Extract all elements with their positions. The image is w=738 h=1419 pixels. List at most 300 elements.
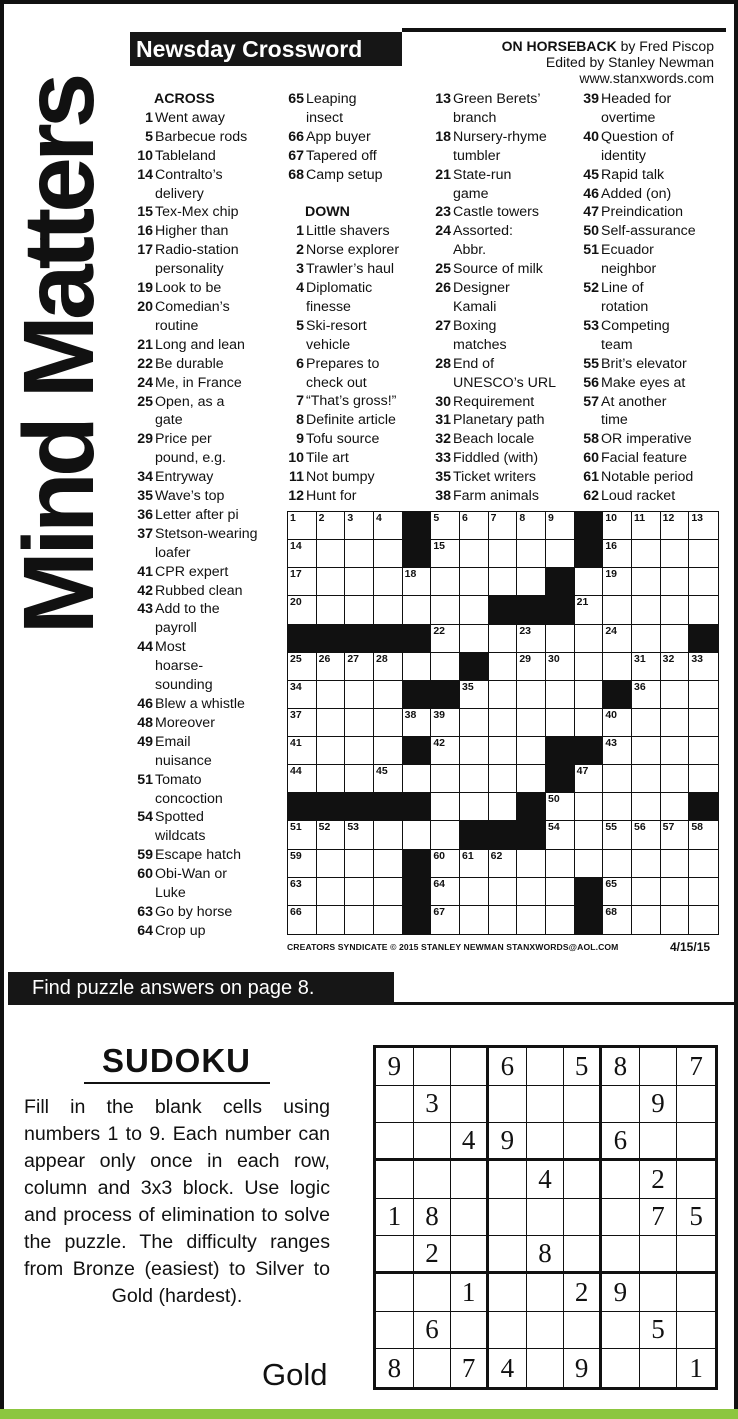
grid-cell[interactable] xyxy=(661,878,690,906)
grid-cell[interactable] xyxy=(575,793,604,821)
grid-cell[interactable] xyxy=(603,765,632,793)
sudoku-empty-cell[interactable] xyxy=(414,1349,452,1387)
grid-cell[interactable] xyxy=(317,821,346,849)
grid-cell[interactable] xyxy=(288,568,317,596)
grid-cell[interactable] xyxy=(374,512,403,540)
clue-number xyxy=(283,298,304,317)
grid-cell[interactable] xyxy=(403,653,432,681)
grid-cell[interactable] xyxy=(317,540,346,568)
grid-cell[interactable] xyxy=(546,512,575,540)
grid-cell[interactable] xyxy=(689,821,718,849)
grid-cell[interactable] xyxy=(546,850,575,878)
grid-cell[interactable] xyxy=(632,878,661,906)
sudoku-empty-cell[interactable] xyxy=(376,1312,414,1350)
grid-cell[interactable] xyxy=(517,765,546,793)
grid-cell[interactable] xyxy=(403,765,432,793)
sudoku-empty-cell[interactable] xyxy=(414,1048,452,1086)
clue-line xyxy=(132,222,280,241)
grid-cell[interactable] xyxy=(345,765,374,793)
sudoku-empty-cell[interactable] xyxy=(451,1086,489,1124)
grid-cell[interactable] xyxy=(345,737,374,765)
sudoku-given-cell: 1 xyxy=(689,1352,703,1383)
sudoku-empty-cell[interactable] xyxy=(602,1236,640,1274)
grid-cell[interactable] xyxy=(689,681,718,709)
grid-cell[interactable] xyxy=(575,625,604,653)
grid-cell[interactable] xyxy=(632,765,661,793)
cell-number: 24 xyxy=(605,624,618,637)
grid-cell[interactable] xyxy=(546,653,575,681)
clue-text: finesse xyxy=(306,298,351,315)
grid-cell[interactable] xyxy=(317,681,346,709)
grid-cell[interactable] xyxy=(317,568,346,596)
sudoku-given-cell: 3 xyxy=(414,1086,452,1124)
grid-cell[interactable] xyxy=(689,906,718,934)
grid-cell[interactable] xyxy=(489,737,518,765)
clue-text: vehicle xyxy=(306,336,351,353)
clue-number: 12 xyxy=(288,488,304,505)
grid-cell[interactable] xyxy=(345,850,374,878)
grid-cell[interactable] xyxy=(603,737,632,765)
sudoku-empty-cell[interactable] xyxy=(564,1199,602,1237)
grid-cell[interactable] xyxy=(431,512,460,540)
grid-cell[interactable] xyxy=(689,765,718,793)
grid-cell[interactable] xyxy=(575,568,604,596)
cell-number: 68 xyxy=(605,905,618,918)
grid-cell[interactable] xyxy=(288,850,317,878)
grid-cell[interactable] xyxy=(431,737,460,765)
clue-line xyxy=(283,279,429,298)
grid-cell[interactable] xyxy=(603,821,632,849)
website-link[interactable]: www.stanxwords.com xyxy=(579,70,714,86)
sudoku-empty-cell[interactable] xyxy=(640,1123,678,1161)
grid-cell[interactable] xyxy=(489,625,518,653)
grid-cell[interactable] xyxy=(546,821,575,849)
grid-cell[interactable] xyxy=(632,850,661,878)
grid-cell[interactable] xyxy=(575,709,604,737)
sudoku-empty-cell[interactable] xyxy=(564,1312,602,1350)
grid-cell[interactable] xyxy=(288,512,317,540)
clue-text: Price per xyxy=(155,431,212,448)
grid-cell[interactable] xyxy=(603,709,632,737)
grid-cell[interactable] xyxy=(489,512,518,540)
sudoku-empty-cell[interactable] xyxy=(527,1312,565,1350)
grid-cell[interactable] xyxy=(517,850,546,878)
grid-cell[interactable] xyxy=(489,765,518,793)
grid-cell[interactable] xyxy=(517,878,546,906)
grid-cell[interactable] xyxy=(489,793,518,821)
grid-cell[interactable] xyxy=(632,709,661,737)
sudoku-empty-cell[interactable] xyxy=(451,1312,489,1350)
grid-cell[interactable] xyxy=(689,878,718,906)
grid-cell[interactable] xyxy=(575,681,604,709)
grid-cell[interactable] xyxy=(288,653,317,681)
grid-cell[interactable] xyxy=(575,596,604,624)
sudoku-empty-cell[interactable] xyxy=(376,1086,414,1124)
grid-cell[interactable] xyxy=(661,653,690,681)
grid-cell[interactable] xyxy=(575,850,604,878)
grid-cell[interactable] xyxy=(431,793,460,821)
grid-cell[interactable] xyxy=(603,540,632,568)
grid-cell[interactable] xyxy=(661,512,690,540)
sudoku-empty-cell[interactable] xyxy=(489,1086,527,1124)
cell-number: 21 xyxy=(576,596,589,609)
grid-cell[interactable] xyxy=(374,765,403,793)
grid-cell[interactable] xyxy=(517,737,546,765)
grid-cell[interactable] xyxy=(575,765,604,793)
sudoku-empty-cell[interactable] xyxy=(677,1123,715,1161)
grid-cell[interactable] xyxy=(431,596,460,624)
grid-cell[interactable] xyxy=(546,709,575,737)
grid-cell[interactable] xyxy=(632,512,661,540)
grid-cell[interactable] xyxy=(546,681,575,709)
grid-cell[interactable] xyxy=(689,540,718,568)
grid-cell[interactable] xyxy=(345,596,374,624)
grid-cell[interactable] xyxy=(603,906,632,934)
sudoku-empty-cell[interactable] xyxy=(527,1048,565,1086)
grid-cell[interactable] xyxy=(288,540,317,568)
grid-cell[interactable] xyxy=(288,878,317,906)
grid-cell[interactable] xyxy=(345,568,374,596)
grid-cell[interactable] xyxy=(689,568,718,596)
clue-number: 1 xyxy=(145,109,153,126)
grid-cell[interactable] xyxy=(460,540,489,568)
sudoku-empty-cell[interactable] xyxy=(489,1199,527,1237)
sudoku-empty-cell[interactable] xyxy=(489,1236,527,1274)
grid-cell[interactable] xyxy=(460,512,489,540)
grid-cell[interactable] xyxy=(431,850,460,878)
grid-cell[interactable] xyxy=(632,737,661,765)
sudoku-empty-cell[interactable] xyxy=(640,1048,678,1086)
grid-cell[interactable] xyxy=(632,681,661,709)
sudoku-given-cell: 8 xyxy=(602,1048,640,1086)
grid-cell[interactable] xyxy=(689,512,718,540)
grid-cell[interactable] xyxy=(489,709,518,737)
grid-cell[interactable] xyxy=(317,653,346,681)
grid-cell[interactable] xyxy=(603,878,632,906)
grid-cell[interactable] xyxy=(374,568,403,596)
grid-cell[interactable] xyxy=(632,540,661,568)
grid-cell[interactable] xyxy=(632,568,661,596)
grid-cell[interactable] xyxy=(632,793,661,821)
grid-cell[interactable] xyxy=(403,709,432,737)
cell-number: 1 xyxy=(290,512,296,524)
grid-cell[interactable] xyxy=(288,765,317,793)
sudoku-given-cell: 2 xyxy=(414,1236,452,1274)
clue-line xyxy=(283,355,429,374)
sudoku-empty-cell[interactable] xyxy=(527,1274,565,1312)
sudoku-empty-cell[interactable] xyxy=(602,1161,640,1199)
grid-cell[interactable] xyxy=(317,850,346,878)
sudoku-empty-cell[interactable] xyxy=(602,1349,640,1387)
sudoku-given-cell: 2 xyxy=(640,1161,678,1199)
clue-text: Competing xyxy=(601,317,670,334)
cell-number: 20 xyxy=(290,596,302,609)
grid-cell[interactable] xyxy=(317,765,346,793)
grid-cell[interactable] xyxy=(374,850,403,878)
grid-cell[interactable] xyxy=(288,681,317,709)
grid-cell[interactable] xyxy=(460,765,489,793)
black-square xyxy=(403,737,432,765)
grid-cell[interactable] xyxy=(517,653,546,681)
grid-cell[interactable] xyxy=(431,653,460,681)
grid-cell[interactable] xyxy=(431,906,460,934)
grid-cell[interactable] xyxy=(661,709,690,737)
sudoku-empty-cell[interactable] xyxy=(602,1199,640,1237)
column-spacer xyxy=(283,185,429,204)
grid-cell[interactable] xyxy=(689,653,718,681)
clue-text: hoarse- xyxy=(155,658,204,675)
sudoku-empty-cell[interactable] xyxy=(677,1161,715,1199)
clue-number: 56 xyxy=(583,374,599,391)
grid-cell[interactable] xyxy=(431,709,460,737)
grid-cell[interactable] xyxy=(689,596,718,624)
cell-number: 17 xyxy=(290,568,302,581)
grid-cell[interactable] xyxy=(661,793,690,821)
clue-line xyxy=(132,638,280,657)
sudoku-empty-cell[interactable] xyxy=(376,1161,414,1199)
clue-line xyxy=(578,185,728,204)
grid-cell[interactable] xyxy=(489,906,518,934)
clue-number: 13 xyxy=(435,91,451,107)
grid-cell[interactable] xyxy=(288,596,317,624)
grid-cell[interactable] xyxy=(661,765,690,793)
grid-cell[interactable] xyxy=(632,906,661,934)
grid-cell[interactable] xyxy=(288,906,317,934)
grid-cell[interactable] xyxy=(603,568,632,596)
sudoku-empty-cell[interactable] xyxy=(527,1349,565,1387)
grid-cell[interactable] xyxy=(546,793,575,821)
sudoku-empty-cell[interactable] xyxy=(376,1236,414,1274)
grid-cell[interactable] xyxy=(489,850,518,878)
grid-cell[interactable] xyxy=(460,737,489,765)
grid-cell[interactable] xyxy=(345,540,374,568)
grid-cell[interactable] xyxy=(317,512,346,540)
grid-cell[interactable] xyxy=(689,737,718,765)
sudoku-given-cell: 2 xyxy=(564,1274,602,1312)
sudoku-empty-cell[interactable] xyxy=(376,1123,414,1161)
sudoku-empty-cell[interactable] xyxy=(414,1123,452,1161)
sudoku-empty-cell[interactable] xyxy=(564,1161,602,1199)
grid-cell[interactable] xyxy=(374,540,403,568)
grid-cell[interactable] xyxy=(575,821,604,849)
sudoku-empty-cell[interactable] xyxy=(677,1236,715,1274)
grid-cell[interactable] xyxy=(374,653,403,681)
grid-cell[interactable] xyxy=(632,653,661,681)
grid-cell[interactable] xyxy=(317,596,346,624)
grid-cell[interactable] xyxy=(603,653,632,681)
grid-cell[interactable] xyxy=(517,681,546,709)
grid-cell[interactable] xyxy=(632,821,661,849)
grid-cell[interactable] xyxy=(345,681,374,709)
grid-cell[interactable] xyxy=(489,653,518,681)
sudoku-empty-cell[interactable] xyxy=(451,1048,489,1086)
grid-cell[interactable] xyxy=(689,850,718,878)
grid-cell[interactable] xyxy=(317,737,346,765)
grid-cell[interactable] xyxy=(661,540,690,568)
sudoku-empty-cell[interactable] xyxy=(640,1236,678,1274)
grid-cell[interactable] xyxy=(603,793,632,821)
sudoku-empty-cell[interactable] xyxy=(489,1274,527,1312)
clue-number: 44 xyxy=(137,639,153,656)
grid-cell[interactable] xyxy=(632,596,661,624)
grid-cell[interactable] xyxy=(431,540,460,568)
clue-number: 58 xyxy=(583,431,599,448)
sudoku-empty-cell[interactable] xyxy=(527,1086,565,1124)
grid-cell[interactable] xyxy=(661,625,690,653)
sudoku-empty-cell[interactable] xyxy=(489,1161,527,1199)
sudoku-empty-cell[interactable] xyxy=(677,1312,715,1350)
cell-number: 60 xyxy=(433,849,446,862)
grid-cell[interactable] xyxy=(345,512,374,540)
grid-cell[interactable] xyxy=(460,568,489,596)
grid-cell[interactable] xyxy=(632,625,661,653)
grid-cell[interactable] xyxy=(374,821,403,849)
black-square xyxy=(403,850,432,878)
grid-cell[interactable] xyxy=(603,625,632,653)
grid-cell[interactable] xyxy=(489,681,518,709)
sudoku-empty-cell[interactable] xyxy=(602,1312,640,1350)
sudoku-empty-cell[interactable] xyxy=(677,1086,715,1124)
black-square xyxy=(460,653,489,681)
grid-cell[interactable] xyxy=(431,878,460,906)
clue-number: 2 xyxy=(296,242,304,259)
grid-cell[interactable] xyxy=(603,850,632,878)
clue-number: 21 xyxy=(435,166,451,183)
grid-cell[interactable] xyxy=(288,737,317,765)
grid-cell[interactable] xyxy=(546,906,575,934)
sudoku-empty-cell[interactable] xyxy=(414,1274,452,1312)
grid-cell[interactable] xyxy=(661,737,690,765)
sudoku-empty-cell[interactable] xyxy=(564,1236,602,1274)
sudoku-given-cell: 7 xyxy=(451,1349,489,1387)
grid-cell[interactable] xyxy=(546,540,575,568)
cell-number: 13 xyxy=(691,512,704,524)
grid-cell[interactable] xyxy=(431,568,460,596)
sudoku-empty-cell[interactable] xyxy=(564,1123,602,1161)
clue-text: App buyer xyxy=(306,128,371,145)
clue-line xyxy=(578,128,728,147)
clue-line xyxy=(132,865,280,884)
clue-number xyxy=(132,676,153,695)
grid-cell[interactable] xyxy=(546,878,575,906)
sudoku-empty-cell[interactable] xyxy=(451,1236,489,1274)
clue-text: Brit’s elevator xyxy=(601,355,687,372)
grid-cell[interactable] xyxy=(345,878,374,906)
cell-number: 3 xyxy=(347,512,354,524)
clue-number xyxy=(132,185,153,204)
grid-cell[interactable] xyxy=(403,568,432,596)
grid-cell[interactable] xyxy=(345,821,374,849)
sudoku-empty-cell[interactable] xyxy=(640,1349,678,1387)
grid-cell[interactable] xyxy=(403,821,432,849)
grid-cell[interactable] xyxy=(661,681,690,709)
sudoku-given-cell: 9 xyxy=(602,1274,640,1312)
grid-cell[interactable] xyxy=(460,850,489,878)
sudoku-empty-cell[interactable] xyxy=(602,1086,640,1124)
grid-cell[interactable] xyxy=(603,512,632,540)
sudoku-empty-cell[interactable] xyxy=(414,1161,452,1199)
grid-cell[interactable] xyxy=(460,709,489,737)
clue-line xyxy=(132,808,280,827)
grid-cell[interactable] xyxy=(460,878,489,906)
grid-cell[interactable] xyxy=(661,596,690,624)
sudoku-empty-cell[interactable] xyxy=(527,1123,565,1161)
grid-cell[interactable] xyxy=(661,821,690,849)
grid-cell[interactable] xyxy=(460,596,489,624)
clue-line xyxy=(578,203,728,222)
grid-cell[interactable] xyxy=(661,850,690,878)
grid-cell[interactable] xyxy=(374,878,403,906)
clue-number xyxy=(132,317,153,336)
grid-cell[interactable] xyxy=(517,709,546,737)
grid-cell[interactable] xyxy=(517,906,546,934)
grid-cell[interactable] xyxy=(517,568,546,596)
grid-cell[interactable] xyxy=(317,878,346,906)
grid-cell[interactable] xyxy=(431,821,460,849)
grid-cell[interactable] xyxy=(689,709,718,737)
sudoku-empty-cell[interactable] xyxy=(489,1312,527,1350)
grid-cell[interactable] xyxy=(288,709,317,737)
clue-line xyxy=(132,714,280,733)
grid-cell[interactable] xyxy=(317,709,346,737)
grid-cell[interactable] xyxy=(374,681,403,709)
grid-cell[interactable] xyxy=(517,625,546,653)
grid-cell[interactable] xyxy=(575,653,604,681)
grid-cell[interactable] xyxy=(460,681,489,709)
grid-cell[interactable] xyxy=(345,653,374,681)
sudoku-empty-cell[interactable] xyxy=(451,1199,489,1237)
grid-cell[interactable] xyxy=(460,625,489,653)
grid-cell[interactable] xyxy=(403,596,432,624)
clue-number: 16 xyxy=(137,223,153,240)
grid-cell[interactable] xyxy=(374,906,403,934)
grid-cell[interactable] xyxy=(603,596,632,624)
clue-line xyxy=(430,203,578,222)
grid-cell[interactable] xyxy=(517,540,546,568)
clue-line xyxy=(578,166,728,185)
grid-cell[interactable] xyxy=(460,906,489,934)
grid-cell[interactable] xyxy=(431,625,460,653)
grid-cell[interactable] xyxy=(345,906,374,934)
grid-cell[interactable] xyxy=(374,709,403,737)
grid-cell[interactable] xyxy=(546,625,575,653)
grid-cell[interactable] xyxy=(489,568,518,596)
sudoku-empty-cell[interactable] xyxy=(677,1274,715,1312)
grid-cell[interactable] xyxy=(489,878,518,906)
grid-cell[interactable] xyxy=(317,906,346,934)
sudoku-empty-cell[interactable] xyxy=(451,1161,489,1199)
grid-cell[interactable] xyxy=(489,540,518,568)
clue-text: loafer xyxy=(155,544,191,561)
sudoku-empty-cell[interactable] xyxy=(527,1199,565,1237)
grid-cell[interactable] xyxy=(431,765,460,793)
grid-cell[interactable] xyxy=(345,709,374,737)
sudoku-empty-cell[interactable] xyxy=(376,1274,414,1312)
sudoku-empty-cell[interactable] xyxy=(564,1086,602,1124)
syndicate-credit: CREATORS SYNDICATE © 2015 STANLEY NEWMAN STANXWORDS@AOL.COM xyxy=(287,942,619,952)
cell-number: 62 xyxy=(490,849,503,862)
sudoku-empty-cell[interactable] xyxy=(640,1274,678,1312)
grid-cell[interactable] xyxy=(517,512,546,540)
grid-cell[interactable] xyxy=(661,568,690,596)
grid-cell[interactable] xyxy=(288,821,317,849)
cell-number: 56 xyxy=(633,821,646,834)
grid-cell[interactable] xyxy=(460,793,489,821)
grid-cell[interactable] xyxy=(374,737,403,765)
sudoku-given-cell: 9 xyxy=(376,1048,414,1086)
grid-cell[interactable] xyxy=(661,906,690,934)
grid-cell[interactable] xyxy=(374,596,403,624)
